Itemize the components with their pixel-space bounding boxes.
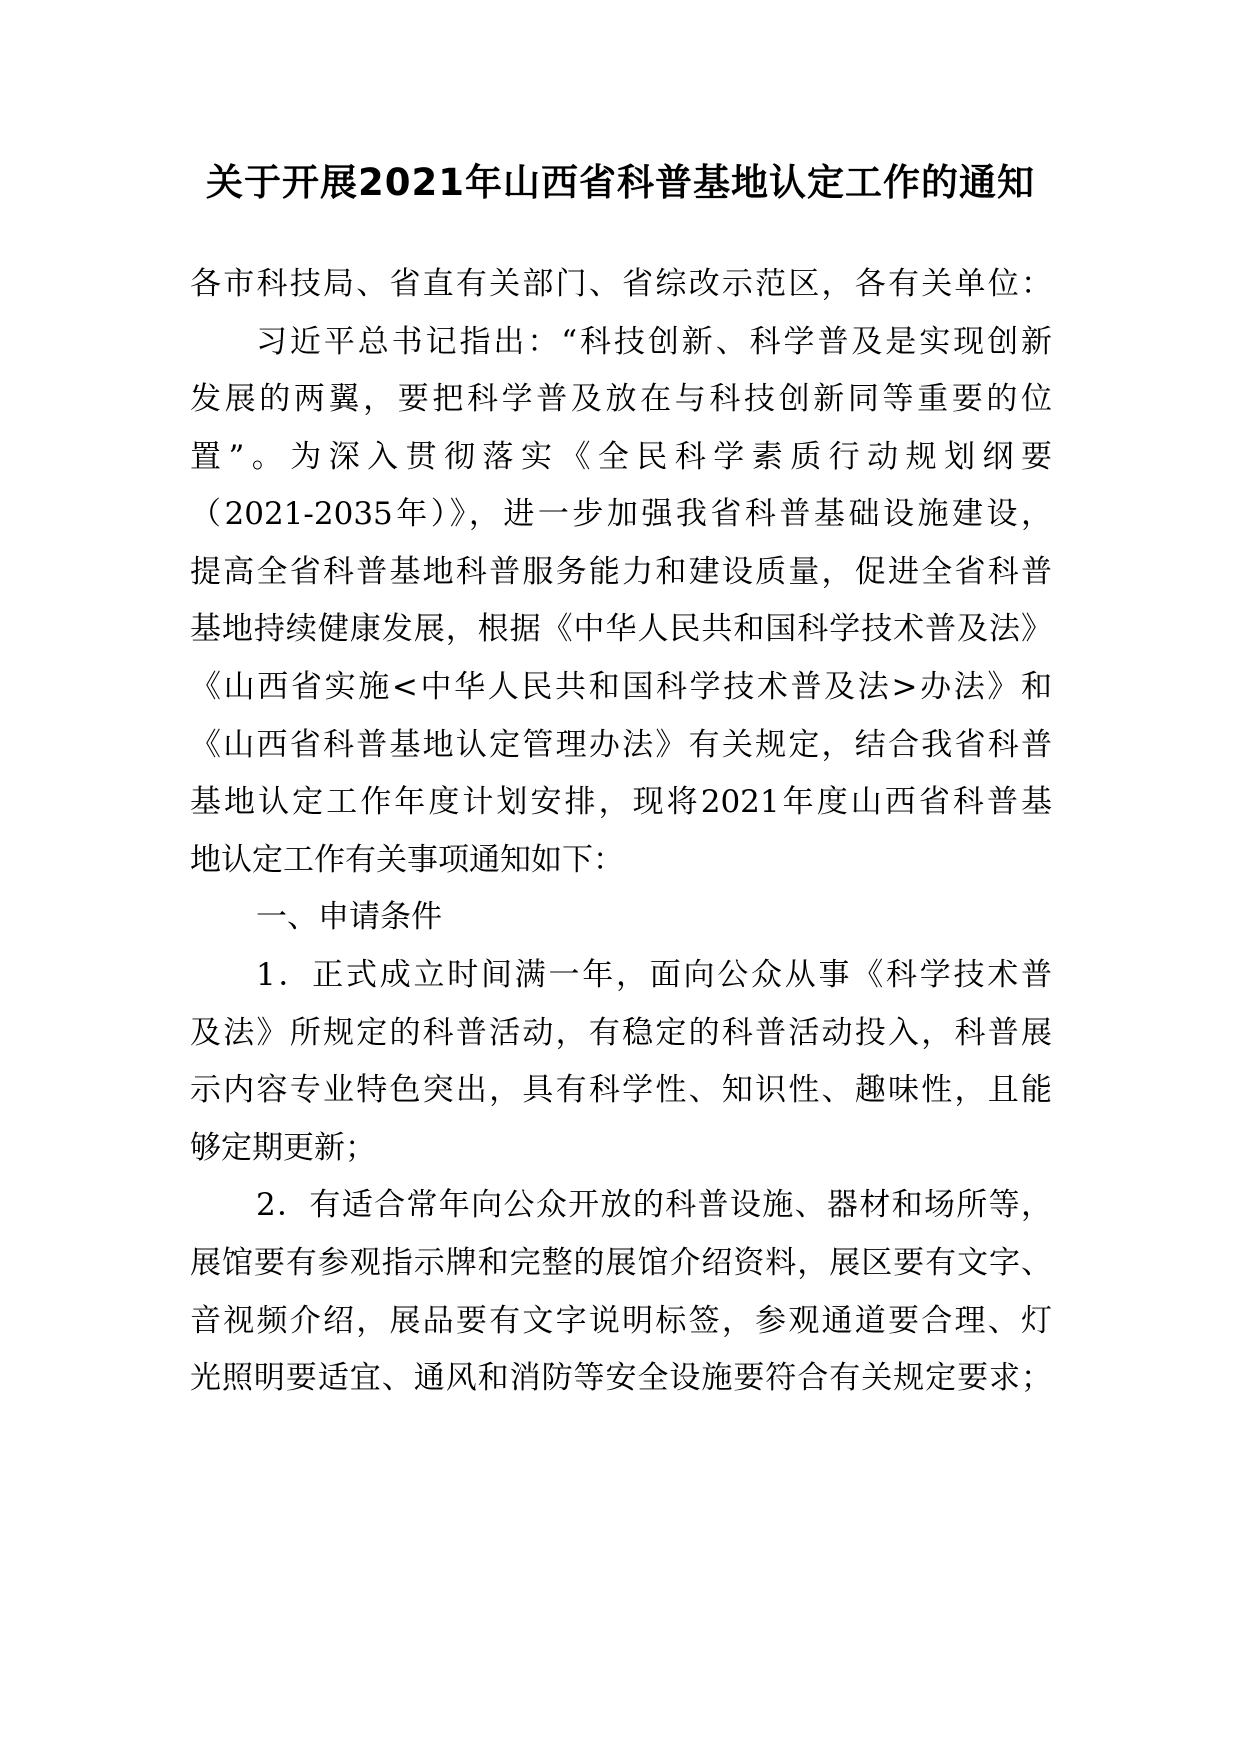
list-item-line: 1．正式成立时间满一年，面向公众从事《科学技术普 <box>256 957 1052 993</box>
document-title: 关于开展2021年山西省科普基地认定工作的通知 <box>206 161 1035 204</box>
paragraph-line: 地认定工作有关事项通知如下： <box>190 842 624 878</box>
paragraph-line: 《山西省科普基地认定管理办法》有关规定，结合我省科普 <box>190 727 1052 763</box>
list-item-line: 音视频介绍，展品要有文字说明标签，参观通道要合理、灯 <box>190 1303 1052 1339</box>
salutation-line: 各市科技局、省直有关部门、省综改示范区，各有关单位： <box>190 266 1052 302</box>
paragraph-line: （2021-2035年）》，进一步加强我省科普基础设施建设， <box>190 496 1052 532</box>
list-item-line: 2．有适合常年向公众开放的科普设施、器材和场所等， <box>256 1187 1052 1223</box>
list-item-line: 展馆要有参观指示牌和完整的展馆介绍资料，展区要有文字、 <box>190 1245 1052 1281</box>
paragraph-line: 发展的两翼，要把科学普及放在与科技创新同等重要的位 <box>190 381 1052 417</box>
paragraph-line: 置”。为深入贯彻落实《全民科学素质行动规划纲要 <box>190 439 1052 475</box>
paragraph-line: 基地持续健康发展，根据《中华人民共和国科学技术普及法》 <box>190 611 1052 647</box>
list-item-line: 够定期更新； <box>190 1130 376 1166</box>
list-item-line: 示内容专业特色突出，具有科学性、知识性、趣味性，且能 <box>190 1072 1052 1108</box>
paragraph-line: 基地认定工作年度计划安排，现将2021年度山西省科普基 <box>190 784 1052 820</box>
section-heading: 一、申请条件 <box>256 899 442 935</box>
list-item-line: 及法》所规定的科普活动，有稳定的科普活动投入，科普展 <box>190 1015 1052 1051</box>
paragraph-line: 《山西省实施<中华人民共和国科学技术普及法>办法》和 <box>190 669 1052 705</box>
paragraph-line: 习近平总书记指出：“科技创新、科学普及是实现创新 <box>256 324 1052 360</box>
list-item-line: 光照明要适宜、通风和消防等安全设施要符合有关规定要求； <box>190 1360 1052 1396</box>
paragraph-line: 提高全省科普基地科普服务能力和建设质量，促进全省科普 <box>190 554 1052 590</box>
